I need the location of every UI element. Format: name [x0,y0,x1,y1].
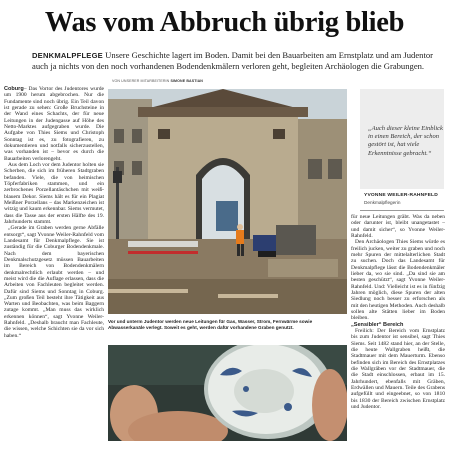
quote-author-role: Denkmalpflegerin [364,200,401,205]
column-right-para-1: für neue Leitungen gräbt. Was da neben oder darunter ist, bleibt unangetastet – und damit sicher“, so Yvonne Weiler-Rahnfeld. [351,214,445,239]
photo-porcelain [108,345,347,441]
dateline: Coburg [4,86,24,92]
kicker: DENKMALPFLEGE [32,51,103,60]
caption-text: Vor und unterm Judentor werden neue Leitungen für Gas, Wasser, Strom, Fernwärme sowie Abwasserkanäle verlegt. Soweit es geht, werden dafür vorhandene Graben genutzt. [108,319,313,330]
photo-judentor [108,89,347,314]
column-left-para-3: „Gerade im Graben werden gerne Abfälle entsorgt“, sagt Yvonne Weiler-Rahnfeld vom Landesamt für Denkmalpflege. Sie ist zuständig für die Coburger Bodendenkmale. Nach dem bayerischen Denkmalschutzgesetz müssen Bauarbeiten im Bereich von Bodendenkmälern denkmalrechtlich erlaubt werden – und meist wird die die Auflage erlassen, dass die Arbeiten von Fachleuten begleitet werden. Dafür sind Siems und Sonntag in Coburg. „Zum großen Teil besteht ihre Tätigkeit aus Warten und Beobachten, was beim Baggern zutage kommt. „Man muss das wirklich erkennen können“, sagt Yvonne Weiler-Rahnfeld. „Deshalb braucht man Fachleute, die wissen, welche Schichten sie da vor sich haben.“ [4,225,104,339]
divider [360,210,444,211]
lead-text: Unsere Geschichte lagert im Boden. Damit bei den Bauarbeiten am Ernstplatz und am Judentor auch ja nichts von den noch vorhandenen Bodendenkmälern verloren geht, begleiten Archäologen die Grabungen. [32,50,434,72]
photo-porcelain-image [108,345,347,441]
subheading: „Sensibler“ Bereich [351,321,404,328]
column-right [351,214,445,445]
byline [112,79,203,83]
column-left-para-2: Aus dem Loch vor dem Judentor holten sie Scherben, die sich im früheren Stadtgraben befanden. Viele, die von heimischen Töpferfabriken stammen, und ein zerbrochenes Porzellantäschchen mit weiß-blauem Dekor. Siems hält es für ein Plagiat Meißner Porzellans – das Markenzeichen ist witzig und kaum erkennbar. Siems vermutet, dass die Tasse aus der ersten Hälfte des 19. Jahrhunderts stammt. [4,161,104,225]
pull-quote: „Auch dieser kleine Einblick in einen Bereich, der schon gestört ist, hat viele Erkenntnisse gebracht.“ [368,125,443,157]
byline-prefix: VON UNSERER MITARBEITERIN [112,79,170,83]
column-left-para-1: – Das Vortor des Judentores wurde um 1900 herum abgebrochen. Nur die Fundamente sind noch übrig. Ein Teil davon ist gerade zu sehen: Große Bruchsteine in der Wand eines Schachts, der für neue Leitungen in der Judengasse auf Höhe des Netto-Marktes aufgegraben wurde. Die Aufgabe von Thies Siems und Christoph Sonntag ist es, zu fotografieren, zu dokumentieren und notfalls sicherzustellen, was vorhanden ist – bevor es durch die Bauarbeiten verlorengeht. [4,86,104,162]
column-right-para-2: Den Archäologen Thies Siems würde es freilich jucken, weiter zu graben und noch mehr Spuren der mittelalterlichen Stadt zu suchen. Doch das Landesamt für Denkmalpflege lässt die Bodendenkmäler lieber da, wo sie sind. „Da sind sie am besten geschützt“, sagt Yvonne Weiler-Rahnfeld. Und: Vielleicht ist es in fünfzig Jahren möglich, diese Spuren der alten Siedlung noch besser zu erforschen als mit den heutigen Methoden. Auch deshalb sollen alte Stätten lieber im Boden bleiben. [351,239,445,322]
headline: Was vom Abbruch übrig blieb [44,7,405,38]
column-left [4,86,104,445]
photo-judentor-image [108,89,347,314]
photo-caption [108,319,347,330]
lead-paragraph [32,50,436,71]
quote-author: YVONNE WEILER-RAHNFELD [364,193,438,198]
column-right-para-3: Freilich: Der Bereich vom Ernstplatz bis zum Judentor ist sensibel, sagt Thies Siems. Seit 1482 stand hier, an der Stelle, die heute Wallgraben heißt, die Stadtmauer mit dem Mauerturm. Ebenso befinden sich im Bereich des Ernstplatzes die Wallgräben vor der Stadtmauer, die die Stadt einschlossen, erbaut im 15. Jahrhundert, ebenfalls mit Gräben, Erdwällen und Mauern. Teile des Grabens aufgefüllt und eingeebnet, so von 1810 bis 1830 der Bereich zwischen Ernstplatz und Judentor. [351,327,445,410]
byline-name: SIMONE BASTIAN [170,79,203,83]
